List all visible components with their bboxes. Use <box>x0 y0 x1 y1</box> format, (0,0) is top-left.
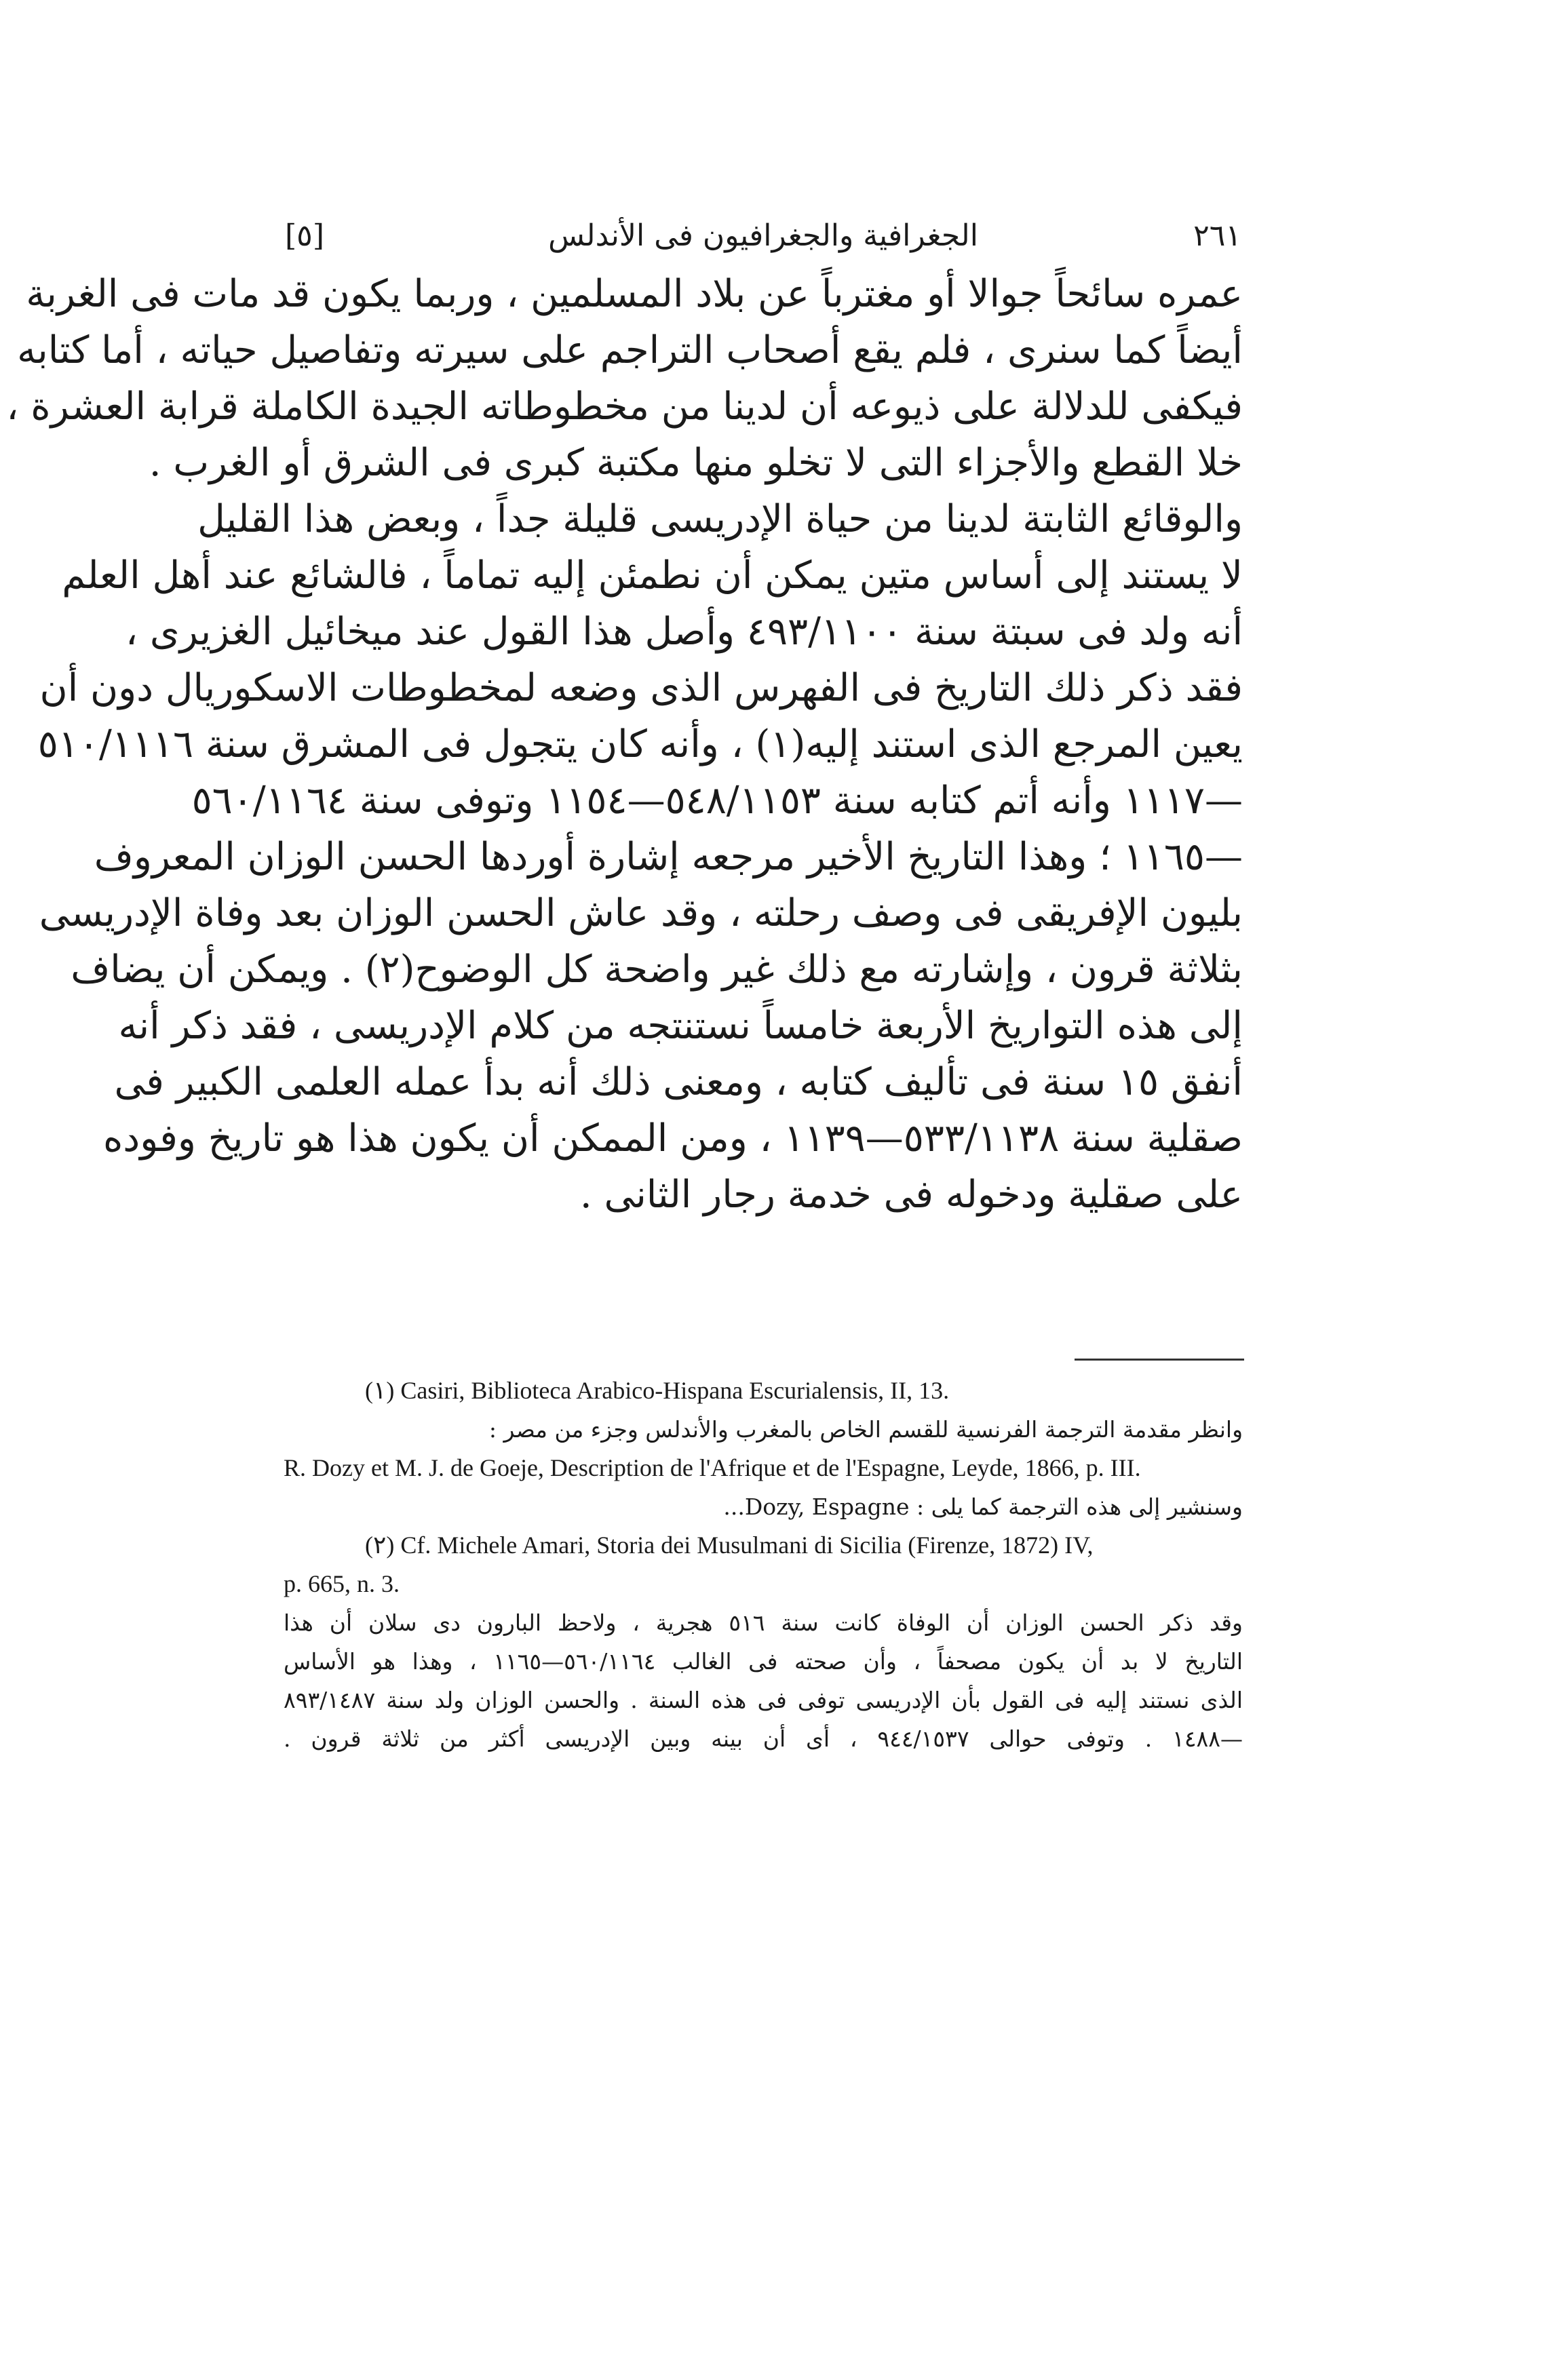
body-text <box>6 266 1243 1223</box>
footnote-1-line: R. Dozy et M. J. de Goeje, Description de l'Afrique et de l'Espagne, Leyde, 1866, p. III. <box>284 1454 1141 1481</box>
footnote-2-line: وقد ذكر الحسن الوزان أن الوفاة كانت سنة ٥١٦ هجرية ، ولاحظ البارون دى سلان أن هذا <box>284 1610 1243 1636</box>
body-line: —١١١٧ وأنه أتم كتابه سنة ٥٤٨/١١٥٣—١١٥٤ وتوفى سنة ٥٦٠/١١٦٤ <box>191 779 1243 823</box>
running-title: الجغرافية والجغرافيون فى الأندلس <box>548 218 978 253</box>
footnote-separator <box>1075 1359 1244 1361</box>
footnote-2-line: التاريخ لا بد أن يكون مصحفاً ، وأن صحته فى الغالب ٥٦٠/١١٦٤—١١٦٥ ، وهذا هو الأساس <box>284 1648 1243 1675</box>
body-line: أنفق ١٥ سنة فى تأليف كتابه ، ومعنى ذلك أنه بدأ عمله العلمى الكبير فى <box>114 1060 1243 1104</box>
body-line: يعين المرجع الذى استند إليه(١) ، وأنه كان يتجول فى المشرق سنة ٥١٠/١١١٦ <box>37 722 1243 766</box>
body-line: والوقائع الثابتة لدينا من حياة الإدريسى قليلة جداً ، وبعض هذا القليل <box>197 497 1243 541</box>
footnote-2-line: (٢) Cf. Michele Amari, Storia dei Musulmani di Sicilia (Firenze, 1872) IV, <box>365 1532 1094 1559</box>
footnote-1-line: (١) Casiri, Biblioteca Arabico-Hispana Escurialensis, II, 13. <box>365 1377 950 1404</box>
footnote-2-line: —١٤٨٨ . وتوفى حوالى ٩٤٤/١٥٣٧ ، أى أن بينه وبين الإدريسى أكثر من ثلاثة قرون . <box>284 1725 1243 1752</box>
body-line: لا يستند إلى أساس متين يمكن أن نطمئن إليه تماماً ، فالشائع عند أهل العلم <box>62 553 1243 598</box>
body-line: فقد ذكر ذلك التاريخ فى الفهرس الذى وضعه لمخطوطات الاسكوريال دون أن <box>39 666 1243 710</box>
section-marker: [٥] <box>285 218 324 253</box>
footnote-2-line: p. 665, n. 3. <box>284 1570 400 1597</box>
body-line: بثلاثة قرون ، وإشارته مع ذلك غير واضحة كل الوضوح(٢) . ويمكن أن يضاف <box>71 948 1243 992</box>
body-line: أنه ولد فى سبتة سنة ٤٩٣/١١٠٠ وأصل هذا القول عند ميخائيل الغزيرى ، <box>125 610 1243 654</box>
body-line: عمره سائحاً جوالا أو مغترباً عن بلاد المسلمين ، وربما يكون قد مات فى الغربة <box>26 272 1243 316</box>
body-line: خلا القطع والأجزاء التى لا تخلو منها مكتبة كبرى فى الشرق أو الغرب . <box>149 441 1243 485</box>
body-line: إلى هذه التواريخ الأربعة خامساً نستنتجه من كلام الإدريسى ، فقد ذكر أنه <box>118 1004 1243 1048</box>
footnote-1-line: وسنشير إلى هذه الترجمة كما يلى : Dozy, Espagne... <box>723 1494 1243 1520</box>
footnotes <box>284 1371 1243 1758</box>
body-line: بليون الإفريقى فى وصف رحلته ، وقد عاش الحسن الوزان بعد وفاة الإدريسى <box>39 891 1243 935</box>
body-line: —١١٦٥ ؛ وهذا التاريخ الأخير مرجعه إشارة أوردها الحسن الوزان المعروف <box>94 835 1243 879</box>
footnote-2-line: الذى نستند إليه فى القول بأن الإدريسى توفى فى هذه السنة . والحسن الوزان ولد سنة ٨٩٣/١٤٨٧ <box>284 1687 1243 1713</box>
body-line: على صقلية ودخوله فى خدمة رجار الثانى . <box>579 1173 1243 1217</box>
body-line: فيكفى للدلالة على ذيوعه أن لدينا من مخطوطاته الجيدة الكاملة قرابة العشرة ، <box>6 385 1243 429</box>
footnote-1-line: وانظر مقدمة الترجمة الفرنسية للقسم الخاص بالمغرب والأندلس وجزء من مصر : <box>488 1416 1243 1443</box>
page-number: ٢٦١ <box>1193 218 1241 253</box>
running-header <box>285 216 1241 270</box>
body-line: أيضاً كما سنرى ، فلم يقع أصحاب التراجم على سيرته وتفاصيل حياته ، أما كتابه <box>17 328 1243 372</box>
body-line: صقلية سنة ٥٣٣/١١٣٨—١١٣٩ ، ومن الممكن أن يكون هذا هو تاريخ وفوده <box>102 1116 1243 1160</box>
